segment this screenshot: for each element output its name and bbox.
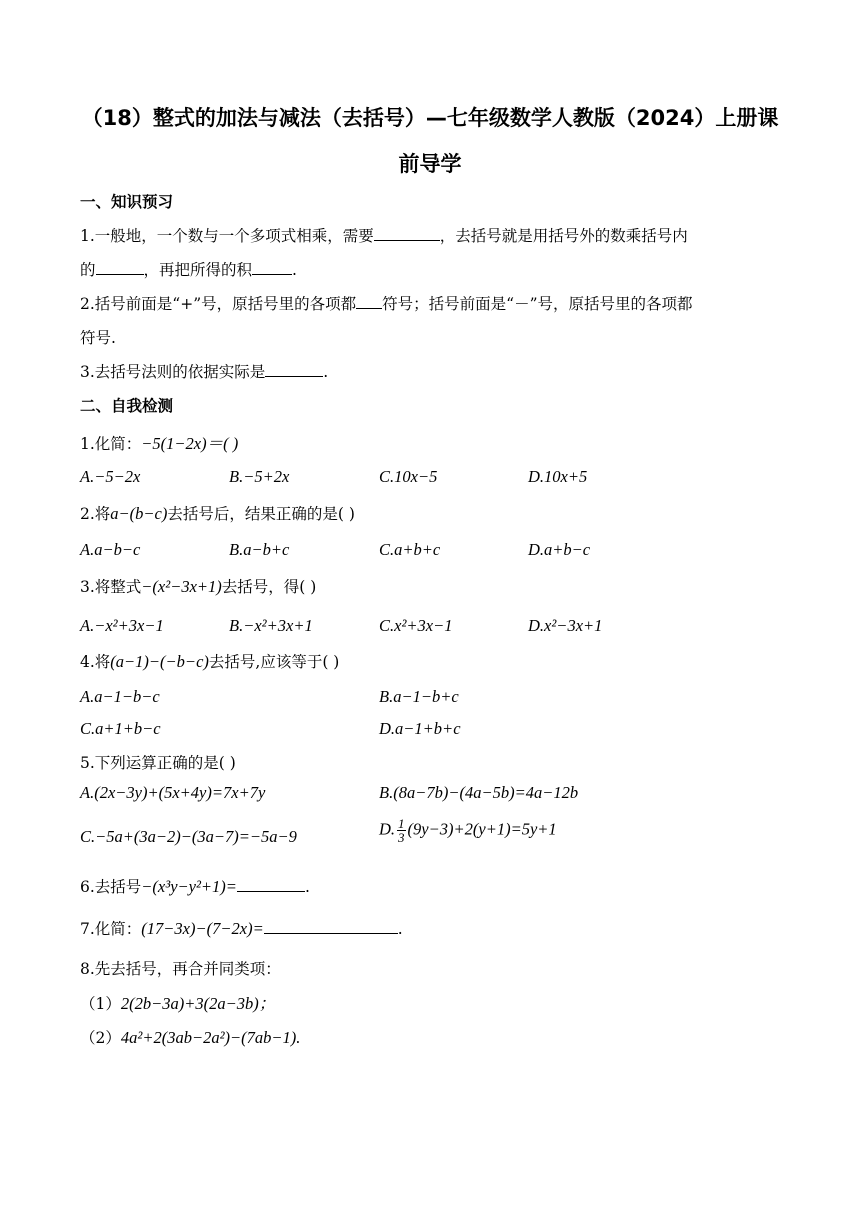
problem-5-option-d[interactable] <box>379 817 557 844</box>
problem-3-stem <box>80 575 316 597</box>
problem-6-expression: −(x³y−y²+1)= <box>141 877 237 896</box>
problem-2-option-b[interactable]: B.a−b+c <box>229 540 290 559</box>
problem-2-expression: a−(b−c) <box>110 504 168 523</box>
preview-q2-text-b: 符号；括号前面是“－”号，原括号里的各项都 <box>382 295 693 313</box>
section-knowledge-preview: 一、知识预习 <box>80 193 174 211</box>
problem-4-option-a[interactable]: A.a−1−b−c <box>80 687 160 706</box>
preview-q1-text-b: ，去括号就是用括号外的数乘括号内 <box>439 227 688 245</box>
problem-1-option-b[interactable]: B.−5+2x <box>229 467 290 486</box>
problem-4-text: 去括号,应该等于( ) <box>208 653 340 671</box>
problem-6-label: 6.去括号 <box>80 878 142 896</box>
problem-8-part-2-label: （2） <box>80 1029 121 1047</box>
fraction-one-third <box>397 817 406 844</box>
preview-q3-end: . <box>323 363 329 381</box>
problem-2-text: 去括号后，结果正确的是( ) <box>167 505 355 523</box>
answer-blank[interactable] <box>237 877 305 892</box>
answer-blank[interactable] <box>374 226 440 241</box>
answer-blank[interactable] <box>264 919 398 934</box>
preview-q1-text-e: . <box>292 261 297 279</box>
problem-4-stem <box>80 650 339 672</box>
problem-3-option-c[interactable]: C.x²+3x−1 <box>379 616 453 635</box>
problem-3-option-a[interactable]: A.−x²+3x−1 <box>80 616 164 635</box>
problem-4-option-b[interactable]: B.a−1−b+c <box>379 687 459 706</box>
answer-blank[interactable] <box>252 260 292 275</box>
problem-5-option-b[interactable]: B.(8a−7b)−(4a−5b)=4a−12b <box>379 783 579 802</box>
problem-5-option-c[interactable]: C.−5a+(3a−2)−(3a−7)=−5a−9 <box>80 827 297 846</box>
preview-q3-text: 3.去括号法则的依据实际是 <box>80 363 266 381</box>
problem-2-option-d[interactable]: D.a+b−c <box>528 540 591 559</box>
document-title-line2: 前导学 <box>398 152 462 176</box>
problem-3-option-b[interactable]: B.−x²+3x+1 <box>229 616 313 635</box>
problem-5-stem: 5.下列运算正确的是( ) <box>80 754 236 772</box>
problem-2-option-a[interactable]: A.a−b−c <box>80 540 141 559</box>
problem-4-expression: (a−1)−(−b−c) <box>110 652 209 671</box>
problem-7 <box>80 917 403 939</box>
problem-2-label: 2.将 <box>80 505 111 523</box>
problem-8-part-2-expression: 4a²+2(3ab−2a²)−(7ab−1). <box>120 1028 301 1047</box>
problem-5-option-d-expression: (9y−3)+2(y+1)=5y+1 <box>407 819 557 839</box>
fraction-denominator: 3 <box>398 830 405 845</box>
section-self-check: 二、自我检测 <box>80 397 174 415</box>
problem-1-option-c[interactable]: C.10x−5 <box>379 467 438 486</box>
answer-blank[interactable] <box>265 362 323 377</box>
preview-q1-text-a: 1.一般地，一个数与一个多项式相乘，需要 <box>80 227 374 245</box>
answer-blank[interactable] <box>96 260 144 275</box>
problem-8-part-1-expression: 2(2b−3a)+3(2a−3b)； <box>120 994 276 1013</box>
problem-5-option-d-label: D. <box>379 819 396 839</box>
problem-2-stem <box>80 502 355 524</box>
problem-4-option-d[interactable]: D.a−1+b+c <box>379 719 461 738</box>
problem-8-part-1 <box>80 990 275 1014</box>
problem-3-option-d[interactable]: D.x²−3x+1 <box>528 616 603 635</box>
problem-6-end: . <box>304 878 310 896</box>
answer-blank[interactable] <box>356 294 382 309</box>
preview-question-2 <box>80 292 693 314</box>
problem-8-part-2 <box>80 1026 300 1048</box>
preview-question-3 <box>80 360 328 382</box>
problem-1-label: 1.化简： <box>80 435 142 453</box>
problem-3-expression: −(x²−3x+1) <box>141 577 222 596</box>
preview-q1-text-c: 的 <box>80 261 96 279</box>
problem-1-option-d[interactable]: D.10x+5 <box>528 467 588 486</box>
problem-7-label: 7.化简： <box>80 920 142 938</box>
problem-3-text: 去括号，得( ) <box>221 578 317 596</box>
problem-2-option-c[interactable]: C.a+b+c <box>379 540 441 559</box>
problem-3-label: 3.将整式 <box>80 578 142 596</box>
problem-5-option-a[interactable]: A.(2x−3y)+(5x+4y)=7x+7y <box>80 783 266 802</box>
fraction-numerator: 1 <box>398 816 405 831</box>
problem-8-stem: 8.先去括号，再合并同类项： <box>80 960 281 978</box>
problem-1-expression: −5(1−2x)＝( ) <box>141 434 239 453</box>
problem-6 <box>80 875 310 897</box>
preview-q1-text-d: ，再把所得的积 <box>143 261 253 279</box>
preview-question-2-cont: 符号. <box>80 329 116 347</box>
document-title-line1: （18）整式的加法与减法（去括号）—七年级数学人教版（2024）上册课 <box>81 106 779 130</box>
problem-7-end: . <box>397 920 403 938</box>
preview-q2-text-a: 2.括号前面是“+”号，原括号里的各项都 <box>80 295 357 313</box>
problem-1-option-a[interactable]: A.−5−2x <box>80 467 141 486</box>
preview-question-1-cont <box>80 258 297 280</box>
problem-7-expression: (17−3x)−(7−2x)= <box>141 919 264 938</box>
problem-4-option-c[interactable]: C.a+1+b−c <box>80 719 161 738</box>
preview-question-1 <box>80 224 688 246</box>
problem-4-label: 4.将 <box>80 653 111 671</box>
problem-1-stem <box>80 430 238 454</box>
problem-8-part-1-label: （1） <box>80 995 121 1013</box>
